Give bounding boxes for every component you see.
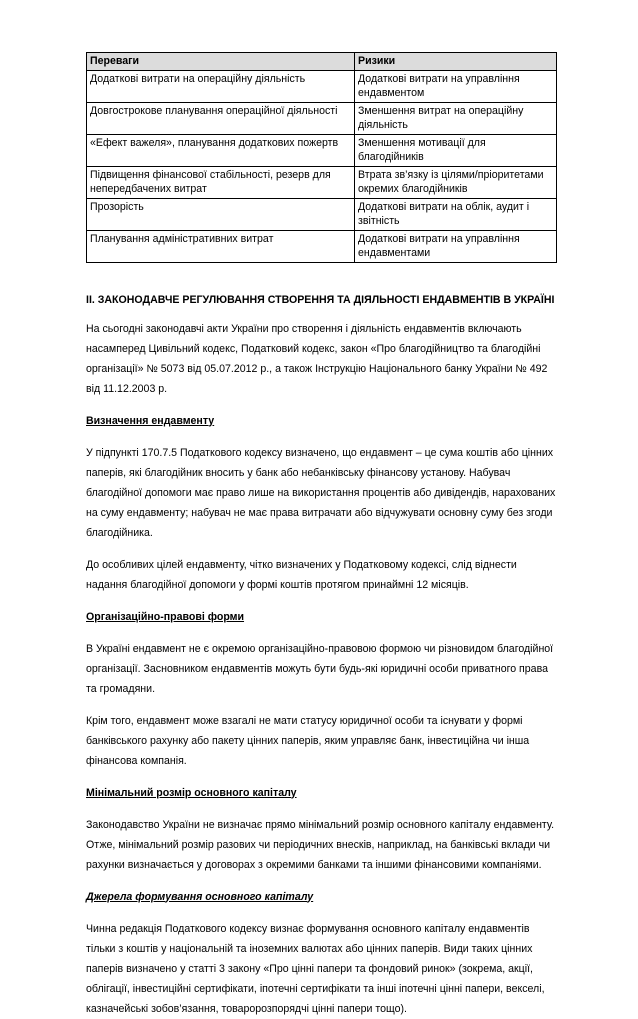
table-cell: Додаткові витрати на управління ендавментом — [355, 70, 557, 102]
table-cell: Додаткові витрати на управління ендавментами — [355, 230, 557, 262]
table-row — [87, 230, 557, 262]
capital-sources-heading: Джерела формування основного капіталу — [86, 890, 314, 903]
definition-heading: Визначення ендавменту — [86, 414, 215, 427]
intro-paragraph: На сьогодні законодавчі акти України про створення і діяльність ендавментів включають насамперед Цивільний кодекс, Податковий кодекс, закон «Про благодійництво та благодійні організації» № 5073 від 05.07.2012 р., а також Інструкцію Національного банку України № 492 від 11.12.2003 р. — [86, 322, 548, 395]
legal-forms-paragraph-2: Крім того, ендавмент може взагалі не мати статусу юридичної особи та існувати у формі банківського рахунку або пакету цінних паперів, яким управляє банк, інвестиційна чи інша фінансова компанія. — [86, 714, 530, 767]
table-cell: Зменшення мотивації для благодійників — [355, 134, 557, 166]
definition-paragraph-1: У підпункті 170.7.5 Податкового кодексу визначено, що ендавмент – це сума коштів або цінних паперів, які благодійник вносить у банк або небанківську фінансову установу. Набувач благодійної допомоги має право лише на використання процентів або дивідендів, нарахованих на суму ендавменту; набувач не має права витрачати або відчужувати основну суму без згоди благодійника. — [86, 446, 556, 539]
table-cell: Втрата зв’язку із цілями/пріоритетами окремих благодійників — [355, 166, 557, 198]
table-cell: «Ефект важеля», планування додаткових пожертв — [87, 134, 355, 166]
pros-risks-table — [86, 52, 557, 263]
table-cell: Підвищення фінансової стабільності, резерв для непередбачених витрат — [87, 166, 355, 198]
min-capital-paragraph: Законодавство України не визначає прямо мінімальний розмір основного капіталу ендавменту. Отже, мінімальний розмір разових чи періодичних внесків, наприклад, на банківські вклади чи рахунки визначається у договорах з окремими банками та іншими фінансовими компаніями. — [86, 818, 555, 871]
table-cell: Зменшення витрат на операційну діяльність — [355, 102, 557, 134]
definition-paragraph-2: До особливих цілей ендавменту, чітко визначених у Податковому кодексі, слід віднести надання благодійної допомоги у формі коштів протягом принаймні 12 місяців. — [86, 558, 517, 591]
header-advantages: Переваги — [87, 53, 355, 71]
section-title: II. ЗАКОНОДАВЧЕ РЕГУЛЮВАННЯ СТВОРЕННЯ ТА ДІЯЛЬНОСТІ ЕНДАВМЕНТІВ В УКРАЇНІ — [86, 293, 555, 306]
table-row — [87, 198, 557, 230]
header-risks: Ризики — [355, 53, 557, 71]
table-cell: Планування адміністративних витрат — [87, 230, 355, 262]
table-cell: Прозорість — [87, 198, 355, 230]
table-header-row — [87, 53, 557, 71]
legal-forms-heading: Організаційно-правові форми — [86, 610, 245, 623]
min-capital-heading: Мінімальний розмір основного капіталу — [86, 786, 297, 799]
table-row — [87, 102, 557, 134]
table-row — [87, 134, 557, 166]
table-cell: Додаткові витрати на операційну діяльність — [87, 70, 355, 102]
table-row — [87, 70, 557, 102]
document-page — [86, 52, 556, 1019]
table-cell: Довгострокове планування операційної діяльності — [87, 102, 355, 134]
legal-forms-paragraph-1: В Україні ендавмент не є окремою організаційно-правовою формою чи різновидом благодійної організації. Засновником ендавментів можуть бути будь-які юридичні особи приватного права та громадяни. — [86, 642, 554, 695]
table-row — [87, 166, 557, 198]
table-cell: Додаткові витрати на облік, аудит і звітність — [355, 198, 557, 230]
capital-sources-paragraph: Чинна редакція Податкового кодексу визнає формування основного капіталу ендавментів тільки з коштів у національній та іноземних валютах або цінних паперів. Види таких цінних паперів визначено у статті 3 закону «Про цінні папери та фондовий ринок» (зокрема, акції, облігації, інвестиційні сертифікати, іпотечні сертифікати та інші іпотечні цінні папери, векселі, казначейські зобов’язання, товаророзпорядчі цінні папери тощо). — [86, 922, 545, 1015]
